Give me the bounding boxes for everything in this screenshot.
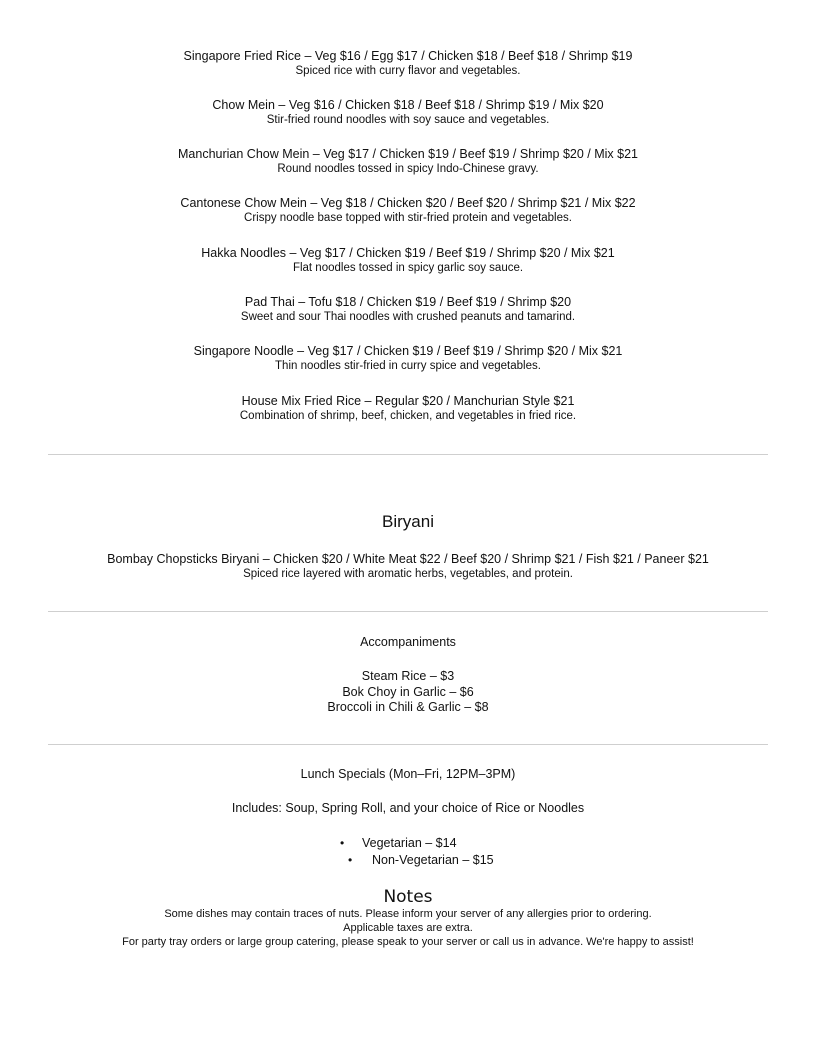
- menu-item-title: Singapore Fried Rice – Veg $16 / Egg $17 / Chicken $18 / Beef $18 / Shrimp $19: [183, 49, 633, 63]
- menu-item: [48, 146, 768, 177]
- menu-item-title: Bombay Chopsticks Biryani – Chicken $20 / White Meat $22 / Beef $20 / Shrimp $21 / Fish $21 / Paneer $21: [107, 552, 709, 566]
- lunch-specials-heading: Lunch Specials (Mon–Fri, 12PM–3PM): [300, 767, 516, 781]
- menu-item: [48, 195, 768, 226]
- notes-line: Applicable taxes are extra.: [343, 922, 473, 934]
- menu-item-title: Hakka Noodles – Veg $17 / Chicken $19 / Beef $19 / Shrimp $20 / Mix $21: [201, 246, 615, 260]
- accompaniments-heading: Accompaniments: [360, 635, 456, 649]
- section-divider: [48, 454, 768, 455]
- menu-item-description: Thin noodles stir-fried in curry spice and vegetables.: [275, 360, 541, 372]
- menu-item-description: Spiced rice with curry flavor and vegetables.: [295, 65, 521, 77]
- menu-item-title: House Mix Fried Rice – Regular $20 / Manchurian Style $21: [241, 394, 575, 408]
- lunch-option-label: Vegetarian – $14: [362, 836, 457, 850]
- bullet-icon: •: [348, 853, 353, 867]
- accompaniments-list: [48, 669, 768, 716]
- notes-heading: Notes: [383, 887, 433, 907]
- menu-item: [48, 48, 768, 79]
- bullet-icon: •: [340, 836, 345, 850]
- menu-item-description: Sweet and sour Thai noodles with crushed peanuts and tamarind.: [240, 311, 576, 323]
- menu-item: [48, 294, 768, 325]
- menu-item-description: Spiced rice layered with aromatic herbs, vegetables, and protein.: [243, 568, 573, 580]
- list-item: [348, 853, 494, 867]
- menu-item-title: Chow Mein – Veg $16 / Chicken $18 / Beef $18 / Shrimp $19 / Mix $20: [212, 98, 604, 112]
- lunch-includes-text: Includes: Soup, Spring Roll, and your choice of Rice or Noodles: [231, 801, 585, 815]
- section-divider: [48, 611, 768, 612]
- menu-item-title: Cantonese Chow Mein – Veg $18 / Chicken $20 / Beef $20 / Shrimp $21 / Mix $22: [180, 196, 636, 210]
- menu-item-title: Singapore Noodle – Veg $17 / Chicken $19 / Beef $19 / Shrimp $20 / Mix $21: [193, 344, 623, 358]
- menu-item-description: Round noodles tossed in spicy Indo-Chinese gravy.: [277, 163, 539, 175]
- menu-item: [48, 97, 768, 128]
- menu-item-description: Combination of shrimp, beef, chicken, and vegetables in fried rice.: [239, 410, 577, 422]
- list-item: [340, 836, 457, 850]
- menu-item-title: Pad Thai – Tofu $18 / Chicken $19 / Beef $19 / Shrimp $20: [244, 295, 572, 309]
- lunch-option-label: Non-Vegetarian – $15: [372, 853, 494, 867]
- menu-item: [48, 245, 768, 276]
- menu-item-title: Manchurian Chow Mein – Veg $17 / Chicken $19 / Beef $19 / Shrimp $20 / Mix $21: [178, 147, 638, 161]
- list-item: Bok Choy in Garlic – $6: [342, 684, 474, 699]
- notes-line: Some dishes may contain traces of nuts. Please inform your server of any allergies prior to ordering.: [164, 908, 652, 920]
- menu-item: [48, 343, 768, 374]
- biryani-heading: Biryani: [382, 512, 434, 531]
- list-item: Broccoli in Chili & Garlic – $8: [327, 700, 489, 714]
- menu-item: [48, 551, 768, 582]
- section-divider: [48, 744, 768, 745]
- menu-item-description: Crispy noodle base topped with stir-fried protein and vegetables.: [244, 212, 572, 224]
- menu-item-description: Flat noodles tossed in spicy garlic soy sauce.: [292, 262, 524, 274]
- list-item: Steam Rice – $3: [361, 669, 455, 683]
- menu-item-description: Stir-fried round noodles with soy sauce and vegetables.: [266, 114, 550, 126]
- notes-line: For party tray orders or large group catering, please speak to your server or call us in advance. We're happy to assist!: [122, 936, 694, 948]
- menu-item: [48, 393, 768, 424]
